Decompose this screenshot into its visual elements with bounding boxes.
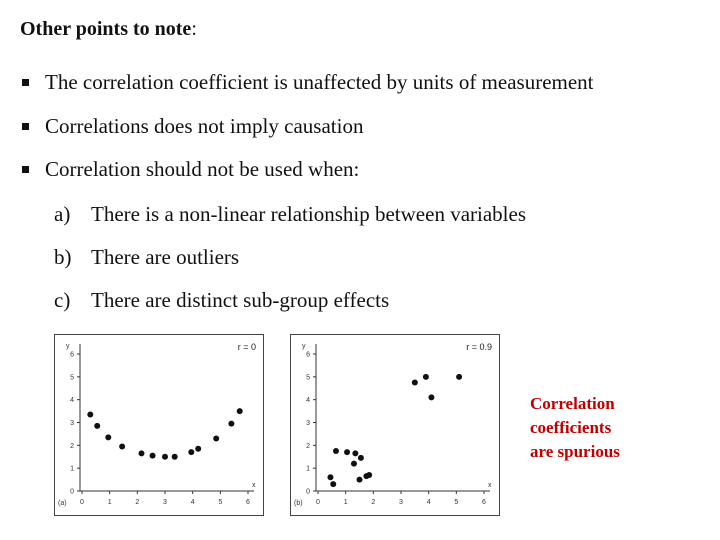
scatter-point xyxy=(327,474,333,480)
scatter-plot-a-svg xyxy=(54,334,264,516)
spurious-note-line: coefficients xyxy=(530,418,612,437)
bullet-square-icon xyxy=(22,79,29,86)
y-axis-label: y xyxy=(66,343,70,350)
y-tick-label: 3 xyxy=(306,420,310,427)
x-tick-label: 2 xyxy=(135,499,140,506)
bullet-text: Correlation should not be used when: xyxy=(45,157,360,181)
y-tick-label: 1 xyxy=(70,465,74,473)
correlation-annotation: r = 0 xyxy=(237,342,256,352)
y-tick-label: 0 xyxy=(70,488,74,496)
sub-item-text: There are outliers xyxy=(91,245,240,269)
scatter-point xyxy=(87,412,93,418)
scatter-point xyxy=(213,435,219,441)
x-tick-label: 3 xyxy=(399,499,403,506)
scatter-point xyxy=(188,449,194,455)
y-tick-label: 6 xyxy=(70,351,74,359)
scatter-point xyxy=(366,472,372,478)
slide-title-colon: : xyxy=(191,18,197,40)
y-tick-label: 4 xyxy=(306,397,310,405)
spurious-note-line: Correlation xyxy=(530,394,615,413)
scatter-point xyxy=(237,408,243,414)
y-tick-label: 2 xyxy=(70,442,74,450)
slide-title xyxy=(20,18,197,41)
x-tick-label: 4 xyxy=(426,499,431,506)
x-tick-label: 1 xyxy=(107,499,112,506)
correlation-annotation: r = 0.9 xyxy=(466,342,492,352)
sub-item-letter: b) xyxy=(54,245,72,269)
sub-item xyxy=(54,245,239,270)
scatter-point xyxy=(150,453,156,459)
bullet-text: Correlations does not imply causation xyxy=(45,114,364,138)
scatter-point xyxy=(352,450,358,456)
scatter-point xyxy=(195,446,201,452)
sub-item-letter: a) xyxy=(54,202,71,226)
x-tick-label: 6 xyxy=(482,499,486,506)
y-tick-label: 2 xyxy=(306,442,310,450)
y-tick-label: 6 xyxy=(306,351,310,359)
scatter-point xyxy=(358,455,364,461)
scatter-point xyxy=(172,454,178,460)
sub-item-letter: c) xyxy=(54,288,71,312)
x-tick-label: 3 xyxy=(163,499,167,506)
scatter-point xyxy=(344,449,350,455)
scatter-point xyxy=(412,380,418,386)
x-tick-label: 6 xyxy=(246,499,250,506)
scatter-plot-a xyxy=(54,334,264,516)
bullet-item xyxy=(22,70,594,95)
y-tick-label: 3 xyxy=(70,420,74,427)
bullet-square-icon xyxy=(22,123,29,130)
scatter-point xyxy=(351,461,357,467)
y-tick-label: 0 xyxy=(306,488,310,496)
scatter-point xyxy=(423,374,429,380)
x-tick-label: 4 xyxy=(190,499,195,506)
sub-item xyxy=(54,288,389,313)
y-axis-label: y xyxy=(302,343,306,350)
scatter-point xyxy=(105,434,111,440)
x-tick-label: 0 xyxy=(316,499,320,506)
scatter-point xyxy=(119,443,125,449)
scatter-point xyxy=(94,423,100,429)
x-tick-label: 1 xyxy=(343,499,348,506)
y-tick-label: 4 xyxy=(70,397,74,405)
slide-title-text: Other points to note xyxy=(20,18,192,40)
spurious-note-line: are spurious xyxy=(530,442,620,461)
sub-item-text: There is a non-linear relationship between variables xyxy=(91,202,526,226)
x-axis-label: x xyxy=(488,482,492,489)
y-tick-label: 5 xyxy=(306,374,310,382)
sub-item xyxy=(54,202,526,227)
scatter-point xyxy=(357,477,363,483)
scatter-point xyxy=(333,448,339,454)
bullet-item xyxy=(22,157,359,182)
spurious-note xyxy=(530,392,670,464)
plot-frame xyxy=(291,335,500,516)
panel-label: (b) xyxy=(294,500,303,507)
y-tick-label: 5 xyxy=(70,374,74,382)
sub-item-text: There are distinct sub-group effects xyxy=(91,288,390,312)
panel-label: (a) xyxy=(58,500,67,507)
x-tick-label: 2 xyxy=(371,499,376,506)
x-tick-label: 0 xyxy=(80,499,84,506)
scatter-point xyxy=(456,374,462,380)
scatter-point xyxy=(428,394,434,400)
x-tick-label: 5 xyxy=(218,499,223,506)
scatter-plot-b-svg xyxy=(290,334,500,516)
scatter-point xyxy=(138,450,144,456)
scatter-point xyxy=(228,421,234,427)
x-tick-label: 5 xyxy=(454,499,459,506)
scatter-point xyxy=(162,454,168,460)
bullet-item xyxy=(22,114,363,139)
scatter-plot-b xyxy=(290,334,500,516)
y-tick-label: 1 xyxy=(306,465,310,473)
bullet-text: The correlation coefficient is unaffected by units of measurement xyxy=(45,70,594,94)
x-axis-label: x xyxy=(252,482,256,489)
bullet-square-icon xyxy=(22,166,29,173)
scatter-point xyxy=(330,481,336,487)
